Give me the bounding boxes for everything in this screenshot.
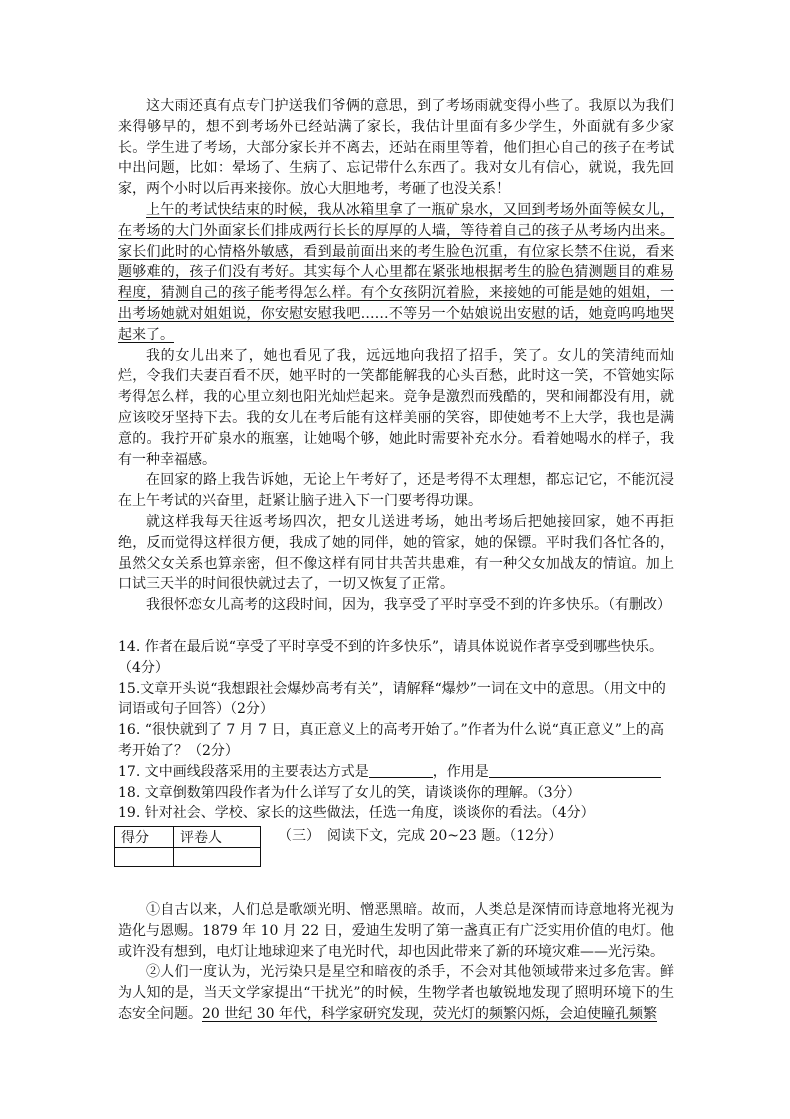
question-15: 15.文章开头说“我想跟社会爆炒高考有关”，请解释“爆炒”一词在文中的意思。（用文中的词语或句子回答）（2分）	[118, 680, 666, 718]
article-paragraph-2	[118, 962, 674, 1024]
question-17-text-b: ，作用是	[432, 763, 489, 780]
question-17	[118, 762, 674, 783]
story-paragraph-2-underlined: 上午的考试快结束的时候，我从冰箱里拿了一瓶矿泉水，又回到考场外面等候女儿，在考场的大门外面家长们排成两行长长的厚厚的人墙，等待着自己的孩子从考场内出来。家长们此时的心情格外敏感，看到最前面出来的考生脸色沉重，有位家长禁不住说，看来题够难的，孩子们没有考好。其实每个人心里都在紧张地根据考生的脸色猜测题目的难易程度，猜测自己的孩子能考得怎么样。有个女孩阴沉着脸，来接她的可能是她的姐姐，一出考场她就对姐姐说，你安慰安慰我吧……不等另一个姑娘说出安慰的话，她竟呜呜地哭起来了。	[118, 201, 674, 343]
score-cell[interactable]	[115, 848, 174, 867]
spacer	[118, 870, 674, 900]
question-17-text-a: 17. 文中画线段落采用的主要表达方式是	[118, 763, 369, 780]
question-14: 14. 作者在最后说“享受了平时享受不到的许多快乐”，请具体说说作者享受到哪些快乐。（4分）	[118, 638, 664, 676]
grader-cell[interactable]	[174, 848, 261, 867]
answer-blank-2[interactable]	[489, 763, 661, 778]
question-16: 16. “很快就到了 7 月 7 日，真正意义上的高考开始了。”作者为什么说“真正意义”上的高考开始了？（2分）	[118, 722, 664, 759]
story-paragraph-6: 我很怀恋女儿高考的这段时间，因为，我享受了平时享受不到的许多快乐。（有删改）	[146, 597, 671, 614]
score-header: 得分	[115, 827, 174, 848]
story-paragraph-1: 这大雨还真有点专门护送我们爷俩的意思，到了考场雨就变得小些了。我原以为我们来得够早的，想不到考场外已经站满了家长，我估计里面有多少学生，外面就有多少家长。学生进了考场，大部分家长并不离去，还站在雨里等着，他们担心自己的孩子在考试中出问题，比如：晕场了、生病了、忘记带什么东西了。我对女儿有信心，就说，我先回家，两个小时以后再来接你。放心大胆地考，考砸了也没关系！	[118, 98, 674, 198]
grader-header: 评卷人	[174, 827, 261, 848]
story-paragraph-4: 在回家的路上我告诉她，无论上午考好了，还是考得不太理想，都忘记它，不能沉浸在上午考试的兴奋里，赶紧让脑子进入下一门要考得功课。	[118, 472, 674, 510]
question-18: 18. 文章倒数第四段作者为什么详写了女儿的笑，请谈谈你的理解。（3分）	[118, 784, 581, 801]
question-19: 19. 针对社会、学校、家长的这些做法，任选一角度，谈谈你的看法。（4分）	[118, 805, 595, 822]
exam-page	[118, 96, 674, 1025]
article-paragraph-2-text: ②人们一度认为，光污染只是星空和暗夜的杀手，不会对其他领域带来过多危害。鲜为人知的是，当天文学家提出“干扰光”的时候，生物学者也敏锐地发现了照明环境下的生态安全问题。	[118, 964, 674, 1023]
answer-blank-1[interactable]	[369, 763, 433, 778]
spacer	[118, 616, 674, 637]
score-row	[118, 826, 674, 870]
story-paragraph-5: 就这样我每天往返考场四次，把女儿送进考场，她出考场后把她接回家，她不再拒绝，反而觉得这样很方便，我成了她的同伴，她的管家，她的保镖。平时我们各忙各的，虽然父女关系也算亲密，但不像这样有同甘共苦共患难，有一种父女加战友的情谊。加上口试三天半的时间很快就过去了，一切又恢复了正常。	[118, 513, 674, 593]
story-paragraph-3: 我的女儿出来了，她也看见了我，远远地向我招了招手，笑了。女儿的笑清纯而灿烂，令我们夫妻百看不厌，她平时的一笑都能解我的心头百愁，此时这一笑，不管她实际考得怎么样，我的心里立刻也阳光灿烂起来。竞争是激烈而残酷的，哭和闹都没有用，就应该咬牙坚持下去。我的女儿在考后能有这样美丽的笑容，即使她考不上大学，我也是满意的。我拧开矿泉水的瓶塞，让她喝个够，她此时需要补充水分。看着她喝水的样子，我有一种幸福感。	[118, 347, 674, 468]
article-paragraph-2-underlined: 20 世纪 30 年代，科学家研究发现，荧光灯的频繁闪烁，会迫使瞳孔频繁	[202, 1006, 657, 1023]
article-paragraph-1: ①自古以来，人们总是歌颂光明、憎恶黑暗。故而，人类总是深情而诗意地将光视为造化与恩赐。1879 年 10 月 22 日，爱迪生发明了第一盏真正有广泛实用价值的电灯。他或许没有想到，电灯让地球迎来了电光时代，却也因此带来了新的环境灾难——光污染。	[118, 902, 674, 960]
section-3-heading: （三） 阅读下文，完成 20~23 题。（12分）	[278, 828, 563, 845]
score-table	[114, 826, 261, 867]
